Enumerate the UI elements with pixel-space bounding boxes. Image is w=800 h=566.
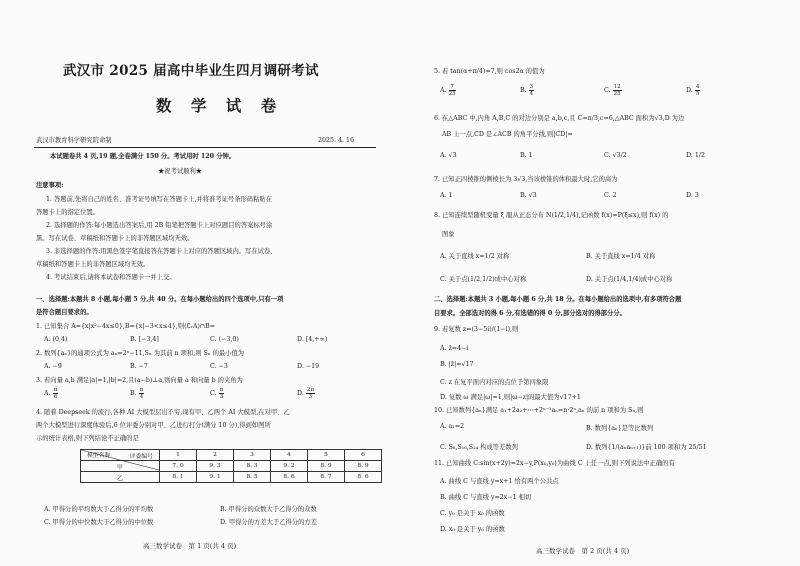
section-2-heading-cont: 目要求。全部选对的得 6 分,有选错的得 0 分,部分选对的得部分分。 (434, 310, 626, 317)
q8-option-b[interactable]: B. 关于直线 x=1/4 对称 (586, 253, 656, 260)
notice-3: 3. 非选择题的作答:用黑色签字笔直接答在答题卡上对应的答题区域内。写在试卷、 (46, 248, 277, 255)
corner-label-judges: 评委编号 (129, 454, 153, 460)
question-4: 4. 随着 Deepseek 的流行,各种 AI 大模型层出不穷,现有甲、乙两个 AI 大模型,在对甲、乙 (36, 409, 290, 416)
q4-option-c[interactable]: C. 甲得分的中位数大于乙得分的中位数 (44, 519, 154, 526)
notice-3-cont: 草稿纸和答题卡上的非答题区域均无效。 (36, 261, 150, 268)
fraction-numerator: 2π (306, 387, 314, 393)
q6-option-d[interactable]: D. 1/2 (686, 152, 705, 159)
q5-option-c-fraction (613, 84, 622, 97)
q9-option-c[interactable]: C. z 在复平面内对应的点位于第四象限 (440, 379, 549, 386)
q3-option-c[interactable] (210, 387, 224, 400)
q4-option-d[interactable]: D. 甲得分的方差大于乙得分的方差 (220, 519, 317, 526)
fraction-numerator: 12 (613, 84, 621, 90)
q6-option-b[interactable]: B. 1 (520, 152, 533, 159)
q5-option-b-fraction (529, 84, 535, 97)
q5-option-d-label: D. (686, 87, 693, 94)
score-cell: 8. 6 (345, 472, 382, 483)
q7-option-c[interactable]: C. 2 (604, 192, 617, 199)
q1-option-b[interactable]: B. [−3,4] (130, 336, 159, 343)
q3-option-a-fraction (53, 387, 59, 400)
q11-option-c[interactable]: C. y₀ 是关于 x₀ 的函数 (440, 510, 505, 517)
question-8: 8. 已知连续型随机变量 ξ 服从正态分布 N(1/2,1/4),记函数 f(x)=P(ξ≤x),则 f(x) 的 (434, 212, 669, 219)
score-cell: 7. 0 (160, 461, 197, 472)
question-1: 1. 已知集合 A={x|x²−4x≤0},B={x|−3<x≤4},则(∁ᵣA)∩B= (36, 323, 216, 330)
q10-option-c[interactable]: C. S₈,S₁₆,S₂₄ 构成等差数列 (440, 444, 518, 451)
q3-option-b-fraction (139, 387, 145, 400)
score-table (80, 449, 382, 483)
q1-option-d[interactable]: D. [4,+∞) (297, 336, 328, 343)
score-cell: 8. 9 (308, 461, 345, 472)
score-cell: 9. 2 (271, 461, 308, 472)
fraction-denominator: 4 (139, 394, 144, 400)
question-6: 6. 在△ABC 中,内角 A,B,C 的对边分别是 a,b,c,且 C=π/3,c=6,△ABC 面积为√3,D 为边 (434, 115, 685, 122)
q11-option-a[interactable]: A. 曲线 C 与直线 y=x+1 恰有两个公共点 (440, 478, 559, 485)
fraction-numerator: 7 (450, 84, 454, 90)
question-4-cont: 两个大模型进行深度体验后,6 位评委分别对甲、乙进行打分(满分 10 分),得到如图所 (36, 422, 271, 429)
question-7: 7. 已知正四棱锥的侧棱长为 3√3,当该棱锥的体积最大时,它的高为 (434, 176, 618, 183)
table-header-row (81, 450, 382, 461)
fraction-denominator: 25 (613, 91, 621, 97)
question-3: 3. 若向量 a,b 满足|a|=1,|b|=2,且(a−b)⊥a,则向量 a 和向量 b 的夹角为 (36, 377, 243, 384)
q7-option-d[interactable]: D. 3 (686, 192, 699, 199)
page-footer: 高三数学试卷 第 2 页(共 4 页) (536, 547, 630, 555)
question-5: 5. 若 tan(α+π/4)=7,则 cos2α 的值为 (434, 68, 545, 75)
q5-option-a[interactable] (440, 84, 456, 97)
q1-option-a[interactable]: A. (0,4) (44, 336, 68, 343)
judge-header: 2 (197, 450, 234, 461)
fraction-numerator: π (53, 387, 58, 393)
fraction-denominator: 3 (219, 394, 224, 400)
q9-option-b[interactable]: B. |z̄|=√17 (440, 361, 474, 368)
issuer-org: 武汉市教育科学研究院命制 (36, 137, 112, 144)
q5-option-d[interactable] (686, 84, 700, 97)
fraction-denominator: 6 (53, 394, 58, 400)
fraction-numerator: π (139, 387, 144, 393)
header-rule (34, 147, 376, 148)
notice-4: 4. 考试结束后,请将本试卷和答题卡一并上交。 (46, 274, 176, 281)
fraction-denominator: 4 (529, 91, 534, 97)
subject-title: 数 学 试 卷 (156, 96, 284, 115)
q5-option-d-fraction (695, 84, 701, 97)
q8-option-d[interactable]: D. 关于点(1/4,1/4)成中心对称 (586, 276, 673, 283)
notice-1-cont: 答题卡上的指定位置。 (36, 209, 99, 216)
judge-header: 1 (160, 450, 197, 461)
q2-option-b[interactable]: B. −7 (130, 363, 148, 370)
fraction-denominator: 3 (308, 394, 313, 400)
q11-option-d[interactable]: D. x₀ 是关于 y₀ 的函数 (440, 526, 505, 533)
fraction-numerator: 3 (529, 84, 534, 90)
model-name: 乙 (81, 472, 160, 483)
q9-option-d[interactable]: D. 复数 ω 满足|ω|=1,则|ω−z|的最大值为√17+1 (440, 394, 581, 401)
q3-option-d-label: D. (297, 390, 304, 397)
q3-option-d-fraction (306, 387, 315, 400)
notice-2: 2. 选择题的作答:每小题选出答案后,用 2B 铅笔把答题卡上对应题目的答案标号涂 (46, 222, 273, 229)
q2-option-d[interactable]: D. −19 (297, 363, 320, 370)
q5-option-c-label: C. (604, 87, 611, 94)
q3-option-b-label: B. (130, 390, 137, 397)
corner-label-model: 模型名称 (87, 453, 111, 459)
q10-option-d[interactable]: D. 数列{1/(aₙaₙ₊₁)}前 100 项和为 25/51 (586, 444, 707, 451)
exam-page-2 (404, 0, 800, 566)
q1-option-c[interactable]: C. (−3,0) (210, 336, 239, 343)
question-11: 11. 已知曲线 C:sin(x+2y)=2x−y,P(x₀,y₀)为曲线 C 上任一点,则下列说法中正确的有 (434, 460, 675, 467)
fraction-denominator: 25 (448, 91, 456, 97)
q3-option-d[interactable] (297, 387, 315, 400)
score-cell: 8. 1 (160, 472, 197, 483)
score-cell: 8. 6 (271, 472, 308, 483)
page-footer: 高三数学试卷 第 1 页(共 4 页) (143, 542, 237, 550)
section-1-heading-cont: 是符合题目要求的。 (36, 309, 93, 316)
fraction-denominator: 5 (695, 91, 700, 97)
q3-option-b[interactable] (130, 387, 144, 400)
q9-option-a[interactable]: A. z̄=4−i (440, 345, 469, 352)
table-corner-cell (81, 450, 160, 461)
score-cell: 8. 9 (345, 461, 382, 472)
q3-option-c-label: C. (210, 390, 217, 397)
section-2-heading: 二、选择题:本题共 3 小题,每小题 6 分,共 18 分。在每小题给出的选项中,有多项符合题 (434, 296, 682, 303)
q5-option-b[interactable] (520, 84, 534, 97)
q3-option-a[interactable] (44, 387, 58, 400)
q11-option-b[interactable]: B. 曲线 C 与直线 y=2x−1 相切 (440, 494, 532, 501)
exam-meta: 本试题卷共 4 页,19 题,全卷满分 150 分。考试用时 120 分钟。 (50, 153, 236, 160)
q6-option-c[interactable]: C. √3/2 (604, 152, 627, 159)
notice-2-cont: 黑。写在试卷、草稿纸和答题卡上的非答题区域均无效。 (36, 235, 194, 242)
q2-option-c[interactable]: C. −3 (210, 363, 228, 370)
q8-option-c[interactable]: C. 关于点(1/2,1/2)成中心对称 (440, 276, 527, 283)
q10-option-b[interactable]: B. 数列{aₙ}是等比数列 (586, 425, 654, 432)
q4-option-a[interactable]: A. 甲得分的平均数大于乙得分的平均数 (44, 506, 154, 513)
question-4-cont-2: 示的统计表格,则下列结论不正确的是 (36, 435, 139, 442)
notice-heading: 注意事项: (36, 182, 64, 189)
judge-header: 4 (271, 450, 308, 461)
question-2: 2. 数列{aₙ}的通项公式为 aₙ=2ⁿ−11,Sₙ 为其前 n 项和,则 Sₙ 的最小值为 (36, 350, 245, 357)
judge-header: 3 (234, 450, 271, 461)
question-10: 10. 已知数列{aₙ}满足 a₁+2a₂+⋯+2ⁿ⁻¹aₙ=n·2ⁿ,aₙ 的前 n 项和为 Sₙ,则 (434, 407, 644, 414)
score-cell: 8. 5 (234, 472, 271, 483)
q2-option-a[interactable]: A. −9 (44, 363, 62, 370)
fraction-numerator: 4 (695, 84, 700, 90)
question-8-cont: 图象 (442, 231, 455, 238)
section-1-heading: 一、选择题:本题共 8 小题,每小题 5 分,共 40 分。在每小题给出的四个选项中,只有一项 (36, 296, 284, 303)
q10-option-a[interactable]: A. a₁=2 (440, 423, 465, 430)
question-9: 9. 若复数 z=(3−5i)/(1−i),则 (434, 326, 519, 333)
judge-header: 5 (308, 450, 345, 461)
q5-option-c[interactable] (604, 84, 622, 97)
score-cell: 8. 3 (234, 461, 271, 472)
q3-option-a-label: A. (44, 390, 51, 397)
fraction-numerator: π (219, 387, 224, 393)
score-cell: 9. 1 (197, 472, 234, 483)
score-cell: 8. 7 (308, 472, 345, 483)
judge-header: 6 (345, 450, 382, 461)
good-luck-note: ★祝考试顺利★ (158, 168, 203, 175)
table-row (81, 472, 382, 483)
q7-option-b[interactable]: B. √3 (520, 192, 537, 199)
notice-1: 1. 答题前,先将自己的姓名、准考证号填写在答题卡上,并将准考证号条形码粘贴在 (46, 196, 273, 203)
exam-title: 武汉市 2025 届高中毕业生四月调研考试 (63, 63, 319, 79)
question-6-cont: AB 上一点,CD 是∠ACB 的角平分线,则|CD|= (442, 131, 573, 138)
q4-option-b[interactable]: B. 甲得分的众数大于乙得分的众数 (220, 506, 317, 513)
q5-option-b-label: B. (520, 87, 527, 94)
q7-option-a[interactable]: A. 1 (440, 192, 453, 199)
q5-option-a-label: A. (440, 87, 447, 94)
exam-date: 2025. 4. 16 (318, 137, 355, 144)
model-name: 甲 (81, 461, 160, 472)
q3-option-c-fraction (219, 387, 225, 400)
q5-option-a-fraction (449, 84, 456, 97)
q6-option-a[interactable]: A. √3 (440, 152, 457, 159)
exam-page-1 (0, 0, 396, 566)
q8-option-a[interactable]: A. 关于直线 x=1/2 对称 (440, 253, 510, 260)
score-cell: 9. 3 (197, 461, 234, 472)
